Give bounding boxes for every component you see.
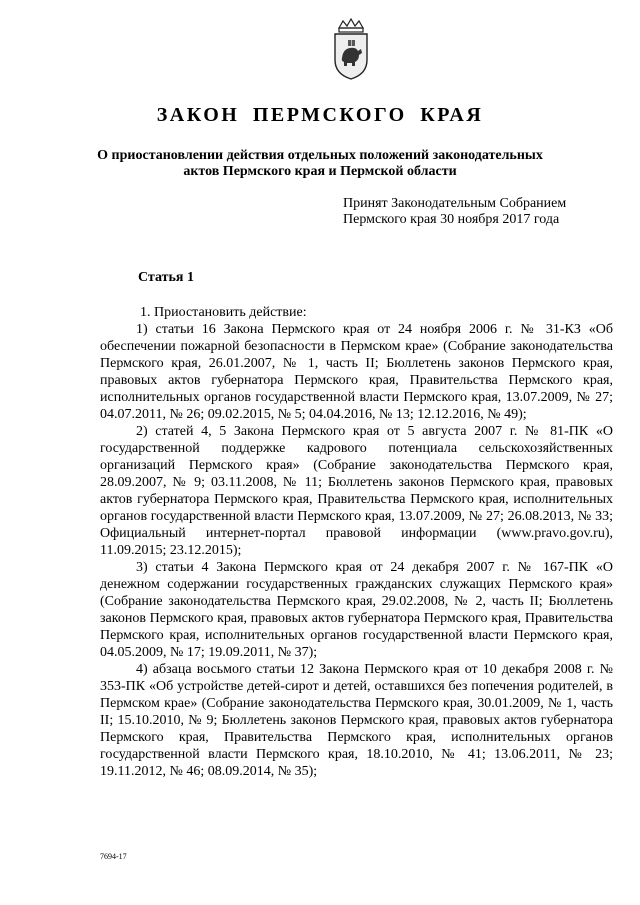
paragraph: 1) статьи 16 Закона Пермского края от 24 ноября 2006 г. № 31-КЗ «Об обеспечении пожарной безопасности в Пермском крае» (Собрание законодательства Пермского края, 26.01.2007, № 1, часть II; Бюллетень законов Пермского края, правовых актов губернатора Пермского края, Правительства Пермского края, исполнительных органов государственной власти Пермского края, 13.07.2009, № 27; 04.07.2011, № 26; 09.02.2015, № 5; 04.04.2016, № 13; 12.12.2016, № 49); (100, 322, 613, 422)
law-subtitle (70, 148, 570, 180)
article-body (100, 304, 613, 780)
subtitle-line: О приостановлении действия отдельных положений законодательных (97, 148, 543, 163)
law-title: ЗАКОН ПЕРМСКОГО КРАЯ (156, 104, 484, 126)
paragraph: 2) статей 4, 5 Закона Пермского края от 5 августа 2007 г. № 81-ПК «О государственной поддержке кадрового потенциала сельскохозяйственных организаций Пермского края» (Собрание законодательства Пермского края, 28.09.2007, № 9; 03.11.2008, № 11; Бюллетень законов Пермского края, правовых актов губернатора Пермского края, Правительства Пермского края, исполнительных органов государственной власти Пермского края, 13.07.2009, № 27; 26.08.2013, № 33; Официальный интернет-портал правовой информации (www.pravo.gov.ru), 11.09.2015; 23.12.2015); (100, 424, 613, 558)
adoption-line: Пермского края 30 ноября 2017 года (343, 212, 560, 227)
adoption-line: Принят Законодательным Собранием (343, 196, 567, 211)
paragraph: 4) абзаца восьмого статьи 12 Закона Пермского края от 10 декабря 2008 г. № 353-ПК «Об устройстве детей-сирот и детей, оставшихся без попечения родителей, в Пермском крае» (Собрание законодательства Пермского края, 30.01.2009, № 1, часть II; 15.10.2010, № 9; Бюллетень законов Пермского края, правовых актов губернатора Пермского края, Правительства Пермского края, исполнительных органов государственной власти Пермского края, 18.10.2010, № 41; 13.06.2011, № 23; 19.11.2012, № 46; 08.09.2014, № 35); (100, 662, 613, 779)
adoption-note (343, 196, 566, 228)
document-number: 7694-17 (100, 852, 127, 861)
coat-of-arms-icon (331, 18, 371, 80)
subtitle-line: актов Пермского края и Пермской области (183, 164, 457, 179)
article-heading: Статья 1 (138, 270, 194, 285)
paragraph: 3) статьи 4 Закона Пермского края от 24 декабря 2007 г. № 167-ПК «О денежном содержании государственных гражданских служащих Пермского края» (Собрание законодательства Пермского края, 29.02.2008, № 2, часть II; Бюллетень законов Пермского края, правовых актов губернатора Пермского края, Правительства Пермского края, исполнительных органов государственной власти Пермского края, 04.05.2009, № 17; 19.09.2011, № 37); (100, 560, 613, 660)
paragraph: 1. Приостановить действие: (140, 305, 307, 320)
